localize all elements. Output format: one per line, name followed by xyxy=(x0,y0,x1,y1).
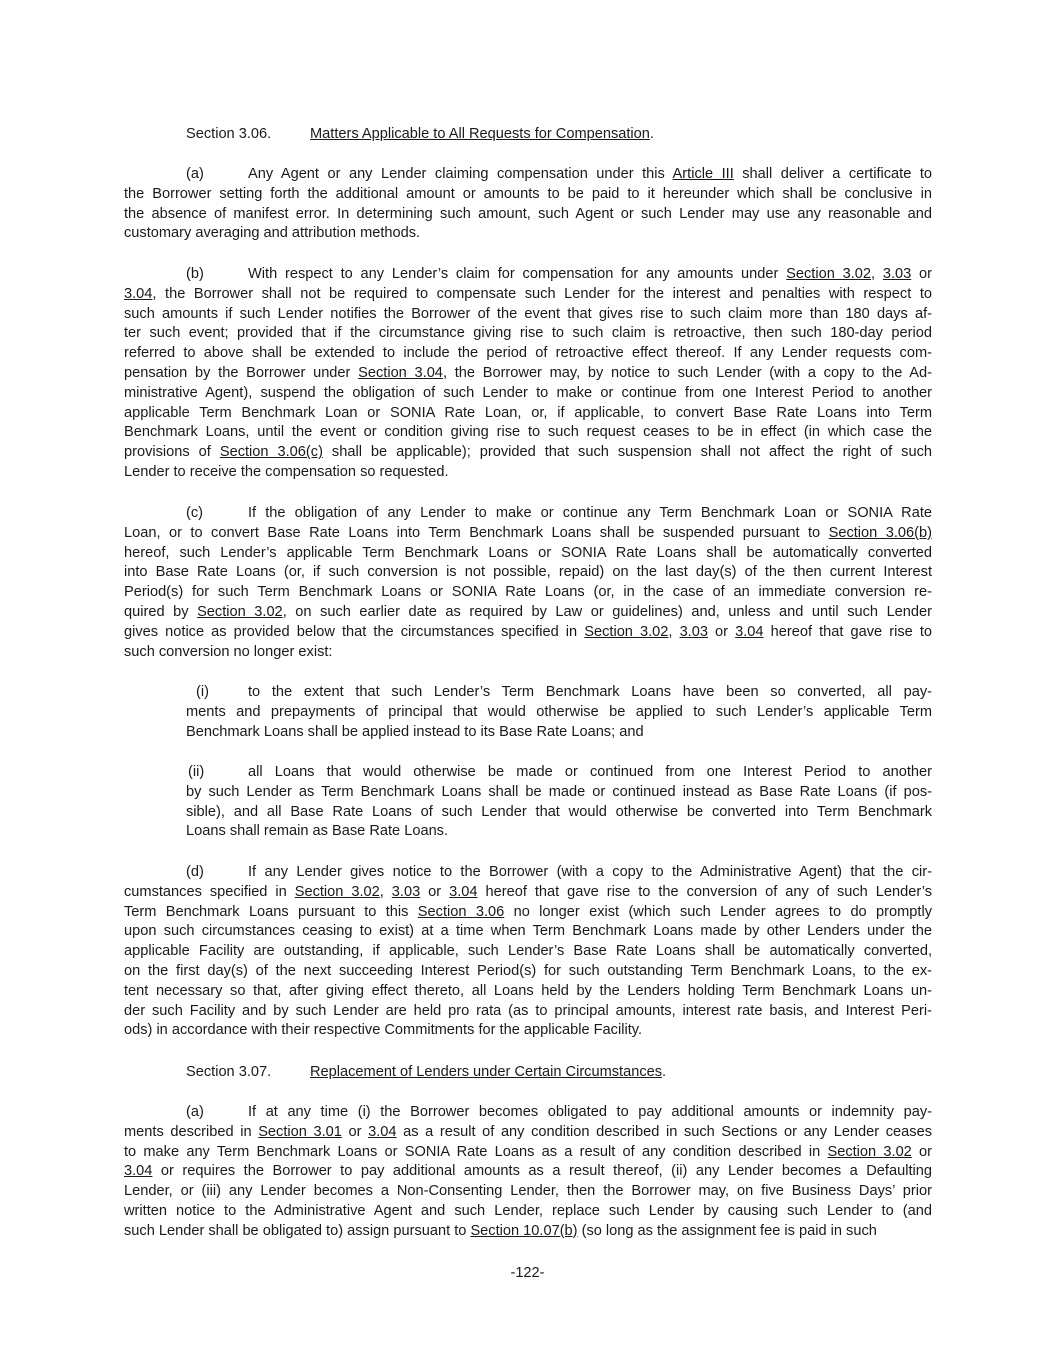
line-text: hereof that gave rise to xyxy=(763,623,933,640)
paragraph-label: (b) xyxy=(186,266,204,282)
line-text: cumstances specified in xyxy=(124,883,295,900)
line-text: ministrative Agent), suspend the obligation of such Lender to make or continue from one Interest Period to another xyxy=(124,384,932,401)
line-text: into Base Rate Loans (or, if such conversion is not possible, repaid) on the last day(s) of the then current Interest xyxy=(124,564,932,581)
paragraph-3-06-c-ii xyxy=(186,763,932,842)
paragraph-3-06-a xyxy=(124,165,932,244)
line-text: hereof that gave rise to the conversion of any of such Lender’s xyxy=(477,883,932,900)
line-text: or xyxy=(420,883,450,900)
text-line xyxy=(186,783,932,803)
text-line xyxy=(124,583,932,603)
cross-reference-link[interactable]: Section 3.02 xyxy=(197,603,283,620)
text-line xyxy=(124,1123,932,1143)
text-line xyxy=(124,544,932,564)
line-text: If at any time (i) the Borrower becomes obligated to pay additional amounts or indemnity pay- xyxy=(248,1104,932,1120)
text-line xyxy=(124,1103,932,1123)
line-text: shall deliver a certificate to xyxy=(733,166,933,182)
cross-reference-link[interactable]: Section 3.06(b) xyxy=(828,524,932,541)
text-line xyxy=(124,1021,932,1041)
line-text: With respect to any Lender’s claim for compensation for any amounts under xyxy=(248,266,787,282)
line-text: Benchmark Loans shall be applied instead to its Base Rate Loans; and xyxy=(186,723,644,740)
text-line xyxy=(124,265,932,285)
line-text: provisions of xyxy=(124,444,220,461)
text-line xyxy=(124,344,932,364)
paragraph-label: (d) xyxy=(186,864,204,880)
text-line xyxy=(124,643,932,663)
line-text: If the obligation of any Lender to make or continue any Term Benchmark Loan or SONIA Rate xyxy=(248,505,932,521)
line-text: Any Agent or any Lender claiming compensation under this xyxy=(248,166,673,182)
text-line xyxy=(124,324,932,344)
line-text: Term Benchmark Loans pursuant to this xyxy=(124,903,418,920)
line-text: or xyxy=(911,266,933,282)
paragraph-label: (a) xyxy=(186,1104,204,1120)
text-line xyxy=(124,1143,932,1163)
text-line xyxy=(124,443,932,463)
line-text: applicable Facility are outstanding, if applicable, such Lender’s Base Rate Loans shall be automatically converted, xyxy=(124,943,932,960)
paragraph-3-07-a xyxy=(124,1103,932,1242)
text-line xyxy=(124,962,932,982)
text-line xyxy=(124,883,932,903)
paragraph-label: (i) xyxy=(196,684,209,700)
text-line xyxy=(124,364,932,384)
text-line xyxy=(124,404,932,424)
text-line xyxy=(124,903,932,923)
text-line xyxy=(186,723,932,743)
line-text: such conversion no longer exist: xyxy=(124,643,333,660)
cross-reference-link[interactable]: Section 3.02 xyxy=(294,883,380,900)
text-line xyxy=(124,603,932,623)
cross-reference-link[interactable]: Section 3.06 xyxy=(417,903,505,920)
text-line xyxy=(124,224,932,244)
cross-reference-link[interactable]: 3.04 xyxy=(735,623,764,640)
text-line xyxy=(124,1162,932,1182)
line-text: Lender to receive the compensation so requested. xyxy=(124,463,449,480)
text-line xyxy=(124,1182,932,1202)
text-line xyxy=(124,563,932,583)
paragraph-label: (ii) xyxy=(188,764,205,780)
line-text: by such Lender as Term Benchmark Loans shall be made or continued instead as Base Rate Loans (if pos- xyxy=(186,783,932,800)
line-text: to make any Term Benchmark Loans or SONIA Rate Loans as a result of any condition described in xyxy=(124,1143,828,1160)
line-text: ments described in xyxy=(124,1123,259,1140)
cross-reference-link[interactable]: 3.03 xyxy=(882,266,912,282)
line-text: Benchmark Loans, until the event or condition giving rise to such request ceases to be in effect (in which case the xyxy=(124,424,932,441)
line-text: Loan, or to convert Base Rate Loans into Term Benchmark Loans shall be suspended pursuant to xyxy=(124,524,829,541)
text-line xyxy=(124,623,932,643)
page-number: -122- xyxy=(510,1265,545,1281)
line-text: or xyxy=(341,1123,369,1140)
line-text: or xyxy=(911,1143,933,1160)
cross-reference-link[interactable]: Section 3.01 xyxy=(258,1123,342,1140)
line-text: as a result of any condition described in such Sections or any Lender ceases xyxy=(396,1123,932,1140)
paragraph-3-06-c xyxy=(124,504,932,662)
text-line xyxy=(124,285,932,305)
cross-reference-link[interactable]: 3.03 xyxy=(391,883,421,900)
cross-reference-link[interactable]: Section 3.06(c) xyxy=(219,444,323,461)
line-text: If any Lender gives notice to the Borrower (with a copy to the Administrative Agent) that the cir- xyxy=(248,864,932,880)
text-line xyxy=(124,384,932,404)
section-title: Matters Applicable to All Requests for Compensation xyxy=(310,126,650,142)
text-line xyxy=(124,423,932,443)
line-text: applicable Term Benchmark Loan or SONIA Rate Loan, or, if applicable, to convert Base Rate Loans into Term xyxy=(124,404,932,421)
line-text: , the Borrower shall not be required to compensate such Lender for the interest and penalties with respect to xyxy=(152,285,932,302)
section-heading-3-07: Section 3.07. Replacement of Lenders under Certain Circumstances. xyxy=(186,1064,667,1080)
text-line xyxy=(124,942,932,962)
text-line xyxy=(124,185,932,205)
cross-reference-link[interactable]: Article III xyxy=(672,166,734,182)
line-text: such Lender shall be obligated to) assign pursuant to xyxy=(124,1222,471,1239)
cross-reference-link[interactable]: 3.03 xyxy=(679,623,708,640)
line-text: Period(s) for such Term Benchmark Loans or SONIA Rate Loans (or, in the case of an immediate conversion re- xyxy=(124,584,932,601)
text-line xyxy=(186,822,932,842)
line-text: , xyxy=(668,623,680,640)
cross-reference-link[interactable]: Section 10.07(b) xyxy=(470,1222,578,1239)
paragraph-label: (c) xyxy=(186,505,204,521)
line-text: gives notice as provided below that the circumstances specified in xyxy=(124,623,585,640)
text-line xyxy=(124,205,932,225)
line-text: , on such earlier date as required by Law or guidelines) and, unless and until such Lender xyxy=(282,603,933,620)
text-line xyxy=(124,1222,932,1242)
line-text: pensation by the Borrower under xyxy=(124,364,359,381)
cross-reference-link[interactable]: 3.04 xyxy=(124,285,153,302)
cross-reference-link[interactable]: 3.04 xyxy=(449,883,478,900)
cross-reference-link[interactable]: 3.04 xyxy=(368,1123,397,1140)
text-line xyxy=(186,703,932,723)
line-text: Lender, or (iii) any Lender becomes a Non-Consenting Lender, then the Borrower may, on five Business Days’ prior xyxy=(124,1183,932,1200)
text-line xyxy=(186,763,932,783)
section-heading-3-06: Section 3.06. Matters Applicable to All Requests for Compensation. xyxy=(186,126,654,142)
text-line xyxy=(124,165,932,185)
line-text: (so long as the assignment fee is paid in such xyxy=(577,1222,877,1239)
text-line xyxy=(124,1002,932,1022)
text-line xyxy=(124,524,932,544)
text-line xyxy=(124,1202,932,1222)
line-text: the Borrower setting forth the additional amount or amounts to be paid to it hereunder which shall be conclusive in xyxy=(124,185,932,202)
line-text: the absence of manifest error. In determining such amount, such Agent or such Lender may use any reasonable and xyxy=(124,205,932,222)
text-line xyxy=(186,683,932,703)
line-text: to the extent that such Lender’s Term Benchmark Loans have been so converted, all pay- xyxy=(248,684,932,700)
line-text: on the first day(s) of the next succeeding Interest Period(s) for such outstanding Term Benchmark Loans, to the ex- xyxy=(124,962,932,979)
paragraph-label: (a) xyxy=(186,166,204,182)
line-text: , the Borrower may, by notice to such Lender (with a copy to the Ad- xyxy=(442,364,933,381)
line-text: written notice to the Administrative Agent and such Lender, replace such Lender by causing such Lender to (and xyxy=(124,1202,932,1219)
line-text: hereof, such Lender’s applicable Term Benchmark Loans or SONIA Rate Loans shall be automatically converted xyxy=(124,544,932,561)
line-text: ter such event; provided that if the circumstance giving rise to such claim is retroactive, then such 180-day period xyxy=(124,325,932,342)
text-line xyxy=(124,504,932,524)
line-text: sible), and all Base Rate Loans of such Lender that would otherwise be converted into Term Benchmark xyxy=(186,803,932,820)
line-text: customary averaging and attribution methods. xyxy=(124,225,421,242)
line-text: Loans shall remain as Base Rate Loans. xyxy=(186,823,449,840)
paragraph-3-06-c-i xyxy=(186,683,932,742)
paragraph-3-06-b xyxy=(124,265,932,483)
line-text: no longer exist (which such Lender agrees to do promptly xyxy=(504,903,932,920)
line-text: shall be applicable); provided that such suspension shall not affect the right of such xyxy=(322,444,932,461)
text-line xyxy=(124,922,932,942)
line-text: all Loans that would otherwise be made or continued from one Interest Period to another xyxy=(248,764,932,780)
line-text: ments and prepayments of principal that would otherwise be applied to such Lender’s applicable Term xyxy=(186,703,932,720)
line-text: or xyxy=(707,623,736,640)
section-title: Replacement of Lenders under Certain Circumstances xyxy=(310,1064,663,1080)
section-number: Section 3.07. xyxy=(186,1064,272,1080)
text-line xyxy=(186,803,932,823)
cross-reference-link[interactable]: Section 3.04 xyxy=(358,364,443,381)
text-line xyxy=(124,463,932,483)
line-text: tent necessary so that, after giving effect thereto, all Loans held by the Lenders holding Term Benchmark Loans un- xyxy=(124,982,932,999)
text-line xyxy=(124,863,932,883)
cross-reference-link[interactable]: 3.04 xyxy=(124,1163,153,1180)
section-number: Section 3.06. xyxy=(186,126,272,142)
line-text: der such Facility and by such Lender are held pro rata (as to principal amounts, interest rate basis, and Interest Peri- xyxy=(124,1002,932,1019)
line-text: , xyxy=(871,266,883,282)
line-text: , xyxy=(379,883,392,900)
line-text: such amounts if such Lender notifies the Borrower of the event that gives rise to such claim more than 180 days af- xyxy=(124,305,932,322)
text-line xyxy=(124,982,932,1002)
line-text: ods) in accordance with their respective Commitments for the applicable Facility. xyxy=(124,1022,643,1039)
text-line xyxy=(124,305,932,325)
line-text: upon such circumstances ceasing to exist) at a time when Term Benchmark Loans made by other Lenders under the xyxy=(124,923,932,940)
paragraph-3-06-d xyxy=(124,863,932,1041)
line-text: or requires the Borrower to pay additional amounts as a result thereof, (ii) any Lender becomes a Defaulting xyxy=(152,1163,932,1180)
line-text: quired by xyxy=(124,603,198,620)
cross-reference-link[interactable]: Section 3.02 xyxy=(584,623,669,640)
cross-reference-link[interactable]: Section 3.02 xyxy=(827,1143,912,1160)
line-text: referred to above shall be extended to include the period of retroactive effect thereof. If any Lender requests com- xyxy=(124,345,932,362)
cross-reference-link[interactable]: Section 3.02 xyxy=(786,266,871,282)
